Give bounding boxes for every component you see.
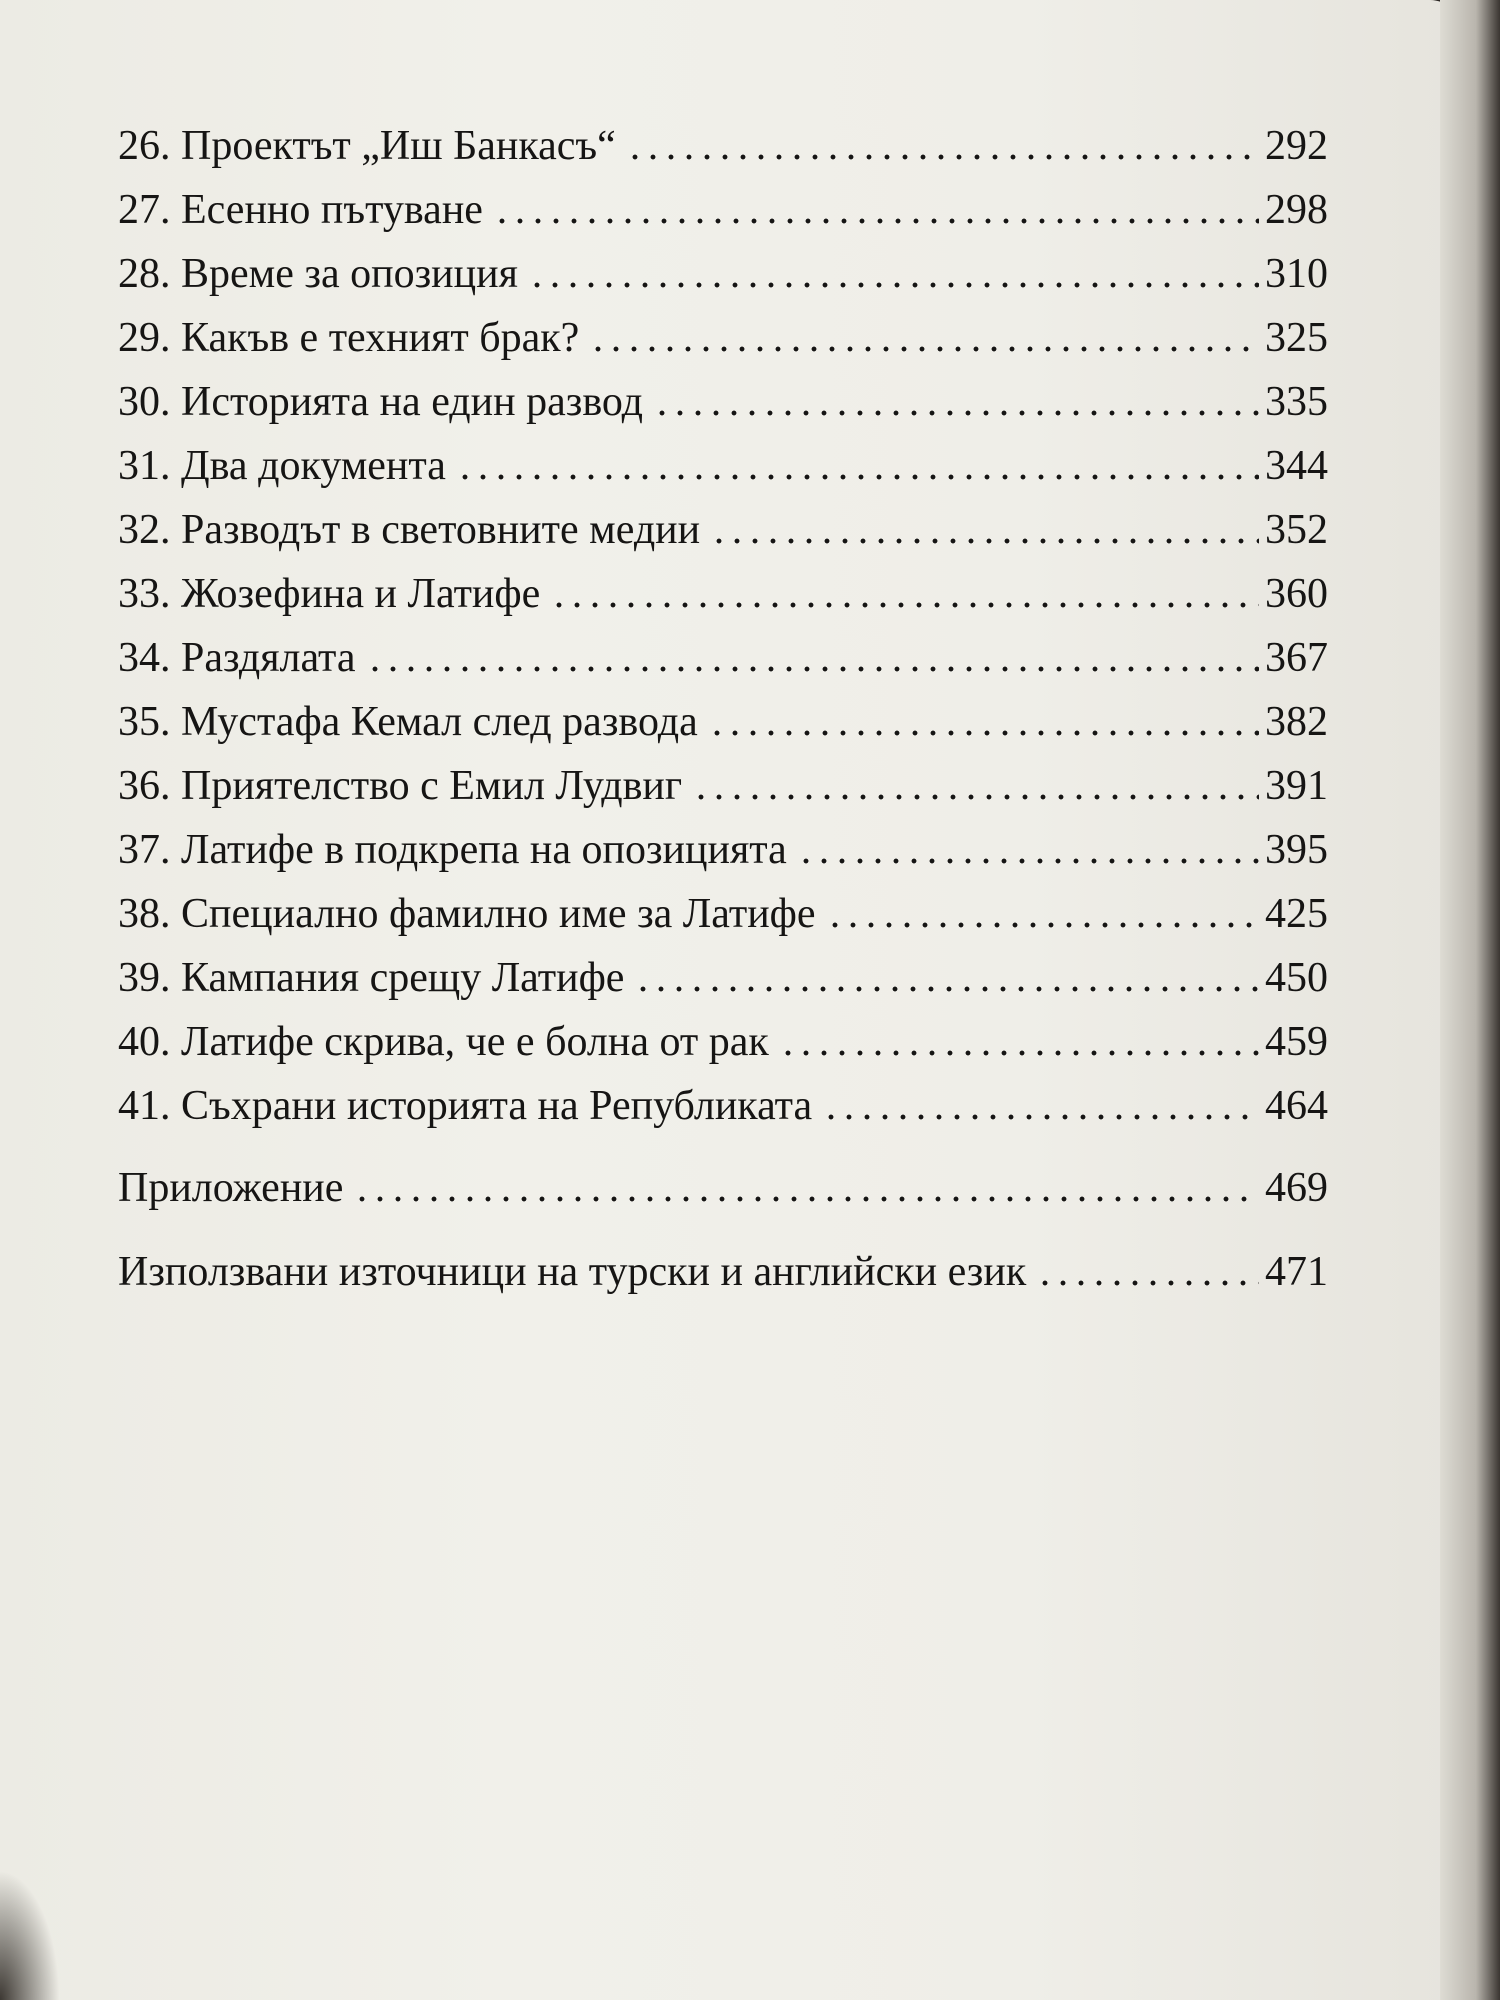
toc-entry-page: 367 bbox=[1265, 635, 1328, 681]
toc-entry-title: 36. Приятелство с Емил Лудвиг bbox=[118, 763, 683, 809]
toc-entry-title: 33. Жозефина и Латифе bbox=[118, 571, 541, 617]
toc-entry-title: 31. Два документа bbox=[118, 443, 446, 489]
dot-leader bbox=[550, 600, 1259, 610]
toc-entry bbox=[118, 240, 1328, 304]
toc-entry-title: 41. Съхрани историята на Републиката bbox=[118, 1083, 813, 1129]
toc-entry-page: 395 bbox=[1265, 827, 1328, 873]
toc-entry bbox=[118, 560, 1328, 624]
toc-entry-page: 382 bbox=[1265, 699, 1328, 745]
toc-appendix-title: Приложение bbox=[118, 1165, 344, 1211]
toc-entry-title: 30. Историята на един развод bbox=[118, 379, 644, 425]
dot-leader bbox=[634, 984, 1259, 994]
toc-entry-title: 35. Мустафа Кемал след развода bbox=[118, 699, 698, 745]
toc-entry-title: 26. Проектът „Иш Банкасъ“ bbox=[118, 123, 616, 169]
toc-entry-page: 310 bbox=[1265, 251, 1328, 297]
dot-leader bbox=[779, 1048, 1259, 1058]
book-page-edge bbox=[1440, 0, 1500, 2000]
toc-entry bbox=[118, 752, 1328, 816]
dot-leader bbox=[710, 536, 1259, 546]
toc-entry-title: 40. Латифе скрива, че е болна от рак bbox=[118, 1019, 769, 1065]
dot-leader bbox=[1036, 1278, 1259, 1288]
toc-entry-page: 292 bbox=[1265, 123, 1328, 169]
toc-entry bbox=[118, 624, 1328, 688]
table-of-contents bbox=[118, 112, 1328, 1302]
toc-entry-title: 28. Време за опозиция bbox=[118, 251, 518, 297]
toc-entry bbox=[118, 496, 1328, 560]
dot-leader bbox=[826, 920, 1259, 930]
toc-entry bbox=[118, 880, 1328, 944]
toc-entry bbox=[118, 368, 1328, 432]
toc-entry-page: 352 bbox=[1265, 507, 1328, 553]
toc-entry-title: 32. Разводът в световните медии bbox=[118, 507, 701, 553]
toc-sources-entry bbox=[118, 1238, 1328, 1302]
toc-sources-page: 471 bbox=[1265, 1249, 1328, 1295]
dot-leader bbox=[493, 216, 1259, 226]
dot-leader bbox=[366, 664, 1259, 674]
toc-entry bbox=[118, 944, 1328, 1008]
toc-entry bbox=[118, 112, 1328, 176]
toc-entry-page: 459 bbox=[1265, 1019, 1328, 1065]
dot-leader bbox=[653, 408, 1259, 418]
dot-leader bbox=[589, 344, 1259, 354]
toc-entry bbox=[118, 432, 1328, 496]
toc-entry-page: 391 bbox=[1265, 763, 1328, 809]
toc-entry bbox=[118, 816, 1328, 880]
dot-leader bbox=[353, 1194, 1259, 1204]
dot-leader bbox=[708, 728, 1259, 738]
toc-entry-page: 344 bbox=[1265, 443, 1328, 489]
toc-sources-title: Използвани източници на турски и английски език bbox=[118, 1249, 1027, 1295]
dot-leader bbox=[692, 792, 1259, 802]
dot-leader bbox=[456, 472, 1259, 482]
spacer bbox=[118, 1218, 1328, 1238]
toc-entry-title: 29. Какъв е техният брак? bbox=[118, 315, 580, 361]
toc-appendix-page: 469 bbox=[1265, 1165, 1328, 1211]
toc-entry-title: 39. Кампания срещу Латифе bbox=[118, 955, 625, 1001]
toc-entry-page: 360 bbox=[1265, 571, 1328, 617]
toc-appendix-entry bbox=[118, 1154, 1328, 1218]
toc-entry-page: 298 bbox=[1265, 187, 1328, 233]
toc-entry-title: 37. Латифе в подкрепа на опозицията bbox=[118, 827, 787, 873]
toc-entry bbox=[118, 688, 1328, 752]
toc-entry-page: 325 bbox=[1265, 315, 1328, 361]
toc-entry-page: 425 bbox=[1265, 891, 1328, 937]
toc-entry-title: 34. Раздялата bbox=[118, 635, 356, 681]
toc-entry-title: 38. Специално фамилно име за Латифе bbox=[118, 891, 816, 937]
spacer bbox=[118, 1136, 1328, 1154]
page-corner-shadow bbox=[0, 1870, 60, 2000]
dot-leader bbox=[528, 280, 1259, 290]
toc-entry bbox=[118, 1008, 1328, 1072]
dot-leader bbox=[797, 856, 1259, 866]
dot-leader bbox=[626, 152, 1259, 162]
toc-entry bbox=[118, 304, 1328, 368]
toc-entry bbox=[118, 176, 1328, 240]
toc-entry-page: 450 bbox=[1265, 955, 1328, 1001]
toc-entry-page: 464 bbox=[1265, 1083, 1328, 1129]
dot-leader bbox=[822, 1112, 1259, 1122]
toc-entry-page: 335 bbox=[1265, 379, 1328, 425]
toc-entry bbox=[118, 1072, 1328, 1136]
toc-entry-title: 27. Есенно пътуване bbox=[118, 187, 483, 233]
